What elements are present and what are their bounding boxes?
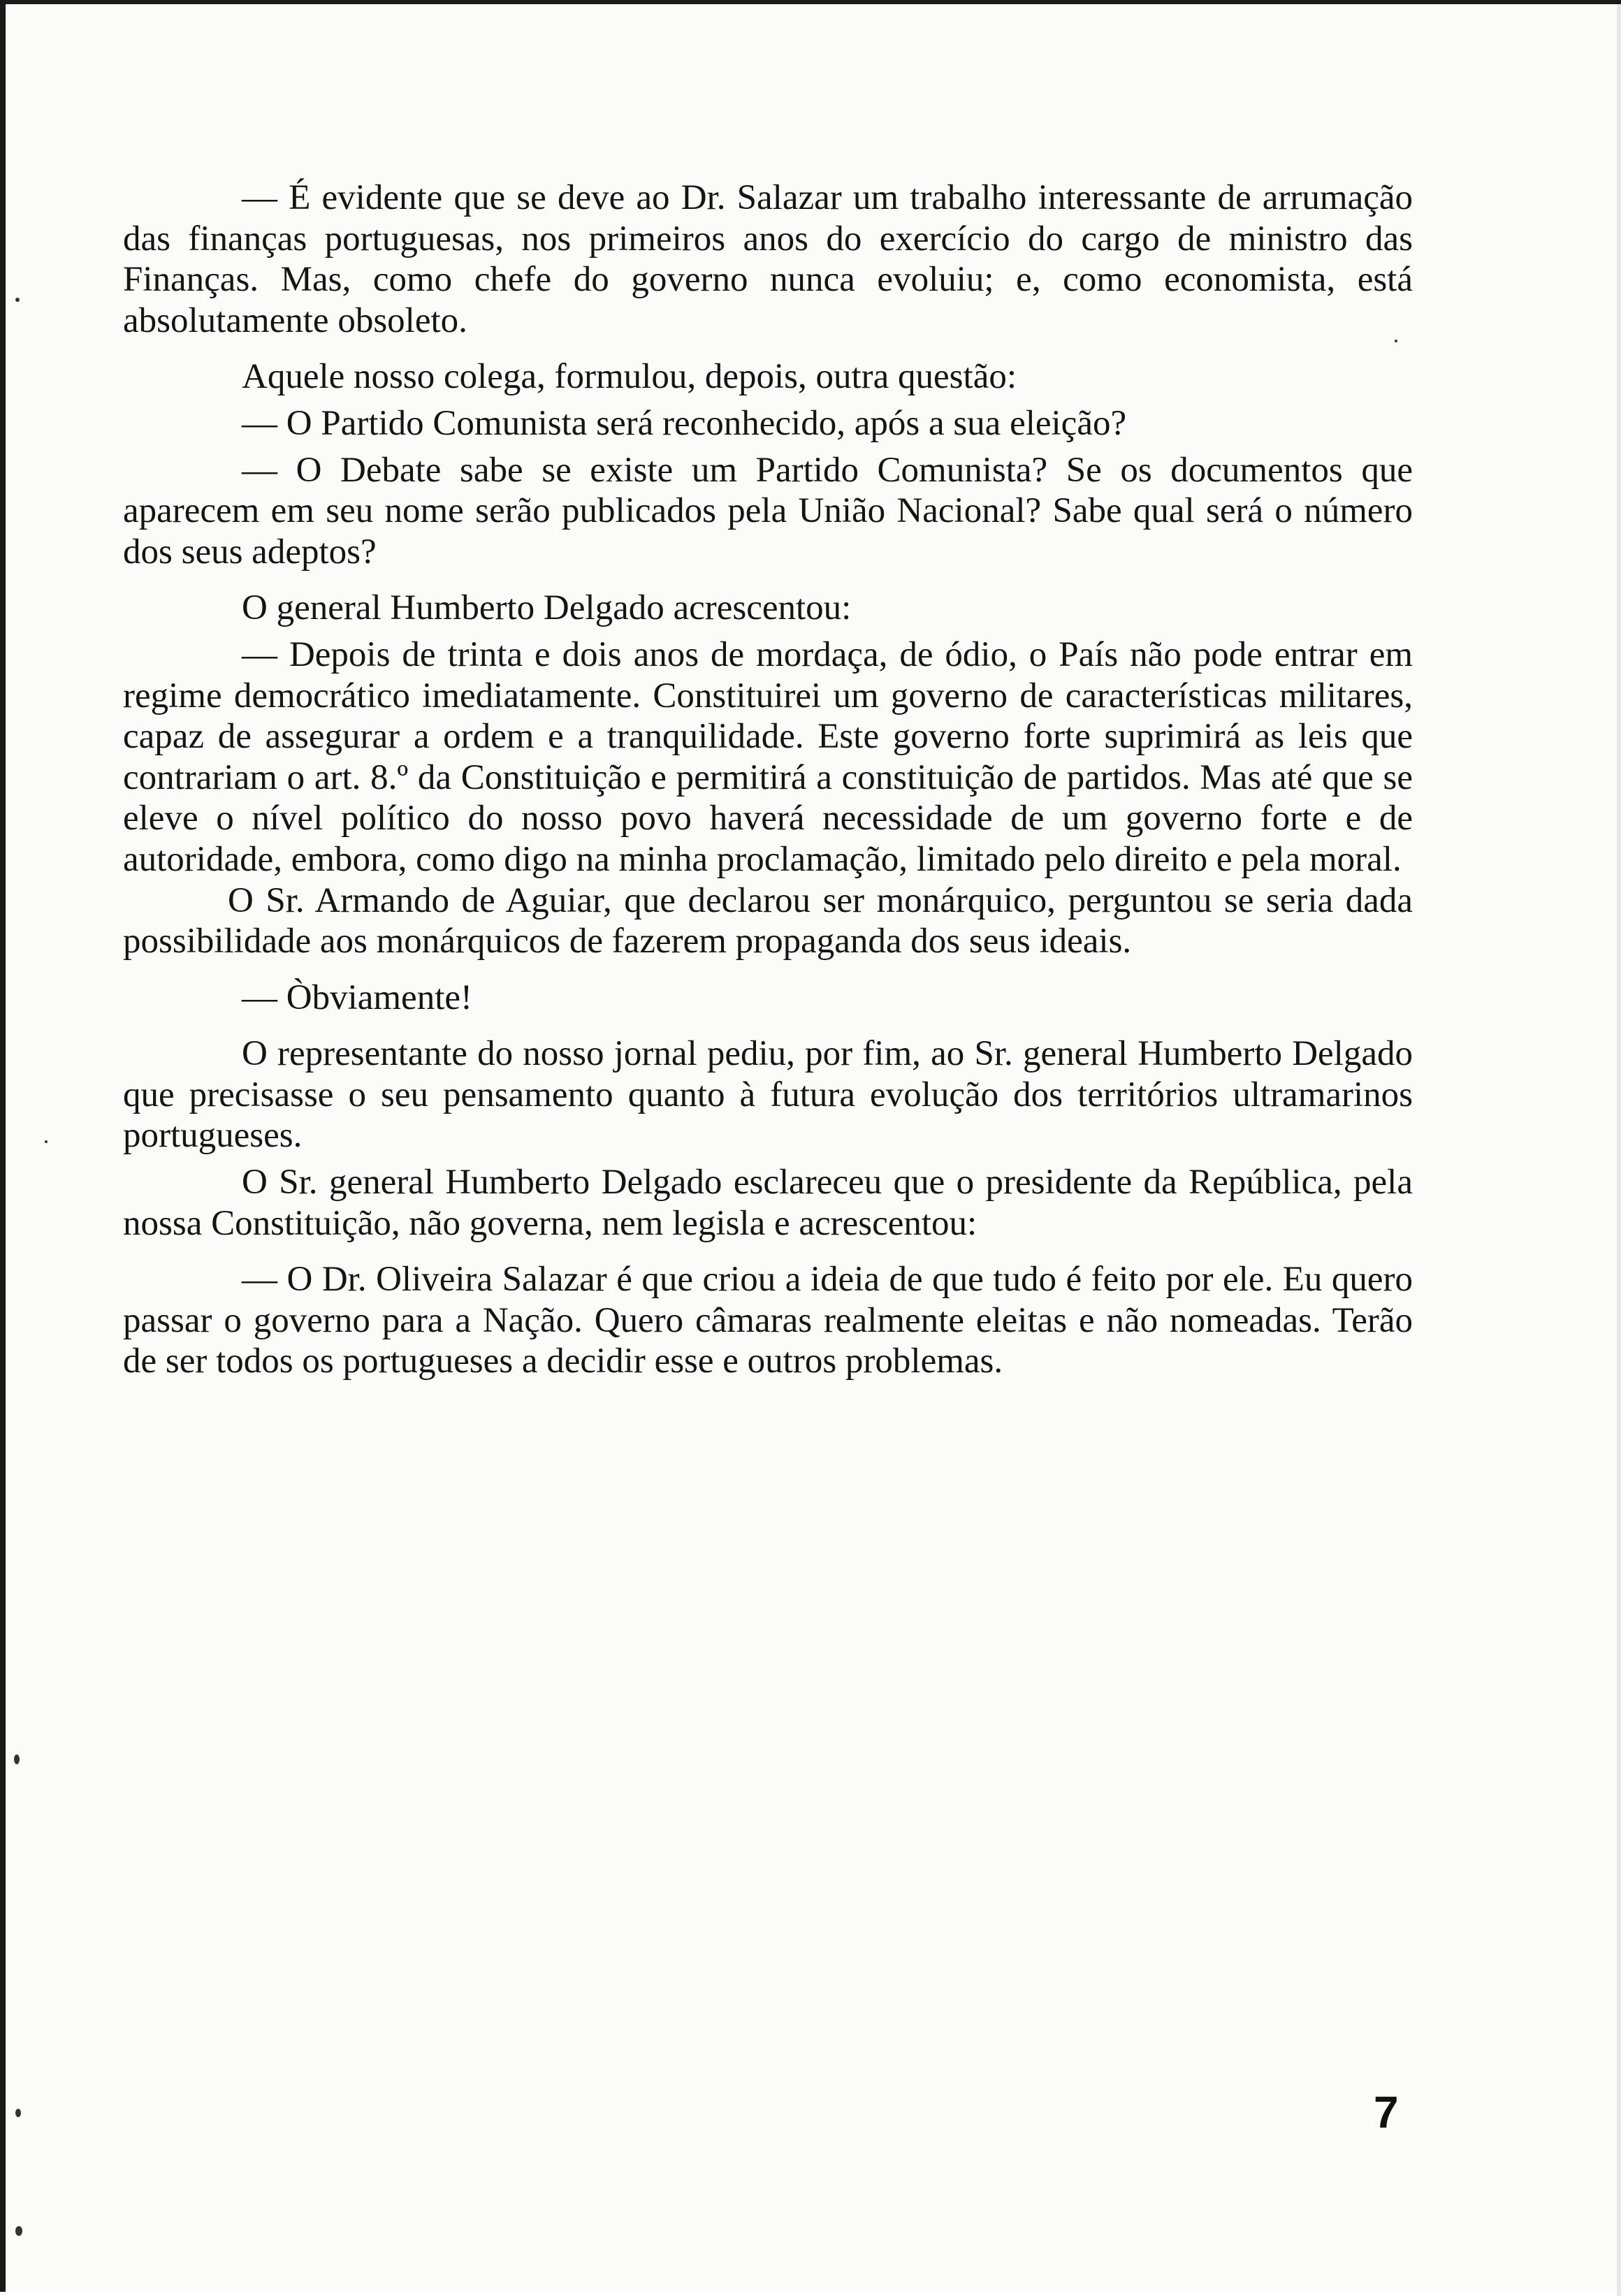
scan-speck-3 <box>14 1754 20 1764</box>
scan-speck-4 <box>15 2109 21 2117</box>
paragraph-1: — É evidente que se deve ao Dr. Salazar um trabalho interessante de arrumação das finanças portuguesas, nos primeiros anos do exercício do cargo de ministro das Finanças. Mas, como chefe do governo nunca evoluiu; e, como economista, está absolutamente obsoleto. <box>123 178 1413 340</box>
paragraph-11: — O Dr. Oliveira Salazar é que criou a ideia de que tudo é feito por ele. Eu quero passar o governo para a Nação. Quero câmaras realmente eleitas e não nomeadas. Terão de ser todos os portugueses a decidir esse e outros problemas. <box>123 1260 1413 1381</box>
scan-speck-2 <box>45 1140 48 1143</box>
paragraph-10: O Sr. general Humberto Delgado esclareceu que o presidente da República, pela nossa Constituição, não governa, nem legisla e acrescentou: <box>123 1163 1413 1243</box>
page-right-edge <box>1617 4 1621 2296</box>
scan-speck-1 <box>15 298 20 302</box>
paragraph-4: — O Debate sabe se existe um Partido Comunista? Se os documentos que aparecem em seu nome serão publicados pela União Nacional? Sabe qual será o número dos seus adeptos? <box>123 450 1413 572</box>
paragraph-3: — O Partido Comunista será reconhecido, após a sua eleição? <box>242 403 1127 443</box>
paragraph-2: Aquele nosso colega, formulou, depois, outra questão: <box>242 357 1017 397</box>
body-text <box>123 177 1413 1382</box>
paragraph-5: O general Humberto Delgado acrescentou: <box>242 588 852 628</box>
page-number: 7 <box>1374 2087 1399 2137</box>
paragraph-8: — Òbviamente! <box>242 978 472 1017</box>
paragraph-6: — Depois de trinta e dois anos de mordaça, de ódio, o País não pode entrar em regime democrático imediatamente. Constituirei um governo de características militares, capaz de assegurar a ordem e a tranquilidade. Este governo forte suprimirá as leis que contrariam o art. 8.º da Constituição e permitirá a constituição de partidos. Mas até que se eleve o nível político do nosso povo haverá necessidade de um governo forte e de autoridade, embora, como digo na minha proclamação, limitado pelo direito e pela moral. <box>123 634 1413 879</box>
scan-speck-6 <box>1395 340 1397 342</box>
paragraph-9: O representante do nosso jornal pediu, por fim, ao Sr. general Humberto Delgado que precisasse o seu pensamento quanto à futura evolução dos territórios ultramarinos portugueses. <box>123 1034 1413 1156</box>
scan-speck-5 <box>15 2226 22 2236</box>
paragraph-7: O Sr. Armando de Aguiar, que declarou ser monárquico, perguntou se seria dada possibilidade aos monárquicos de fazerem propaganda dos seus ideais. <box>123 880 1413 961</box>
